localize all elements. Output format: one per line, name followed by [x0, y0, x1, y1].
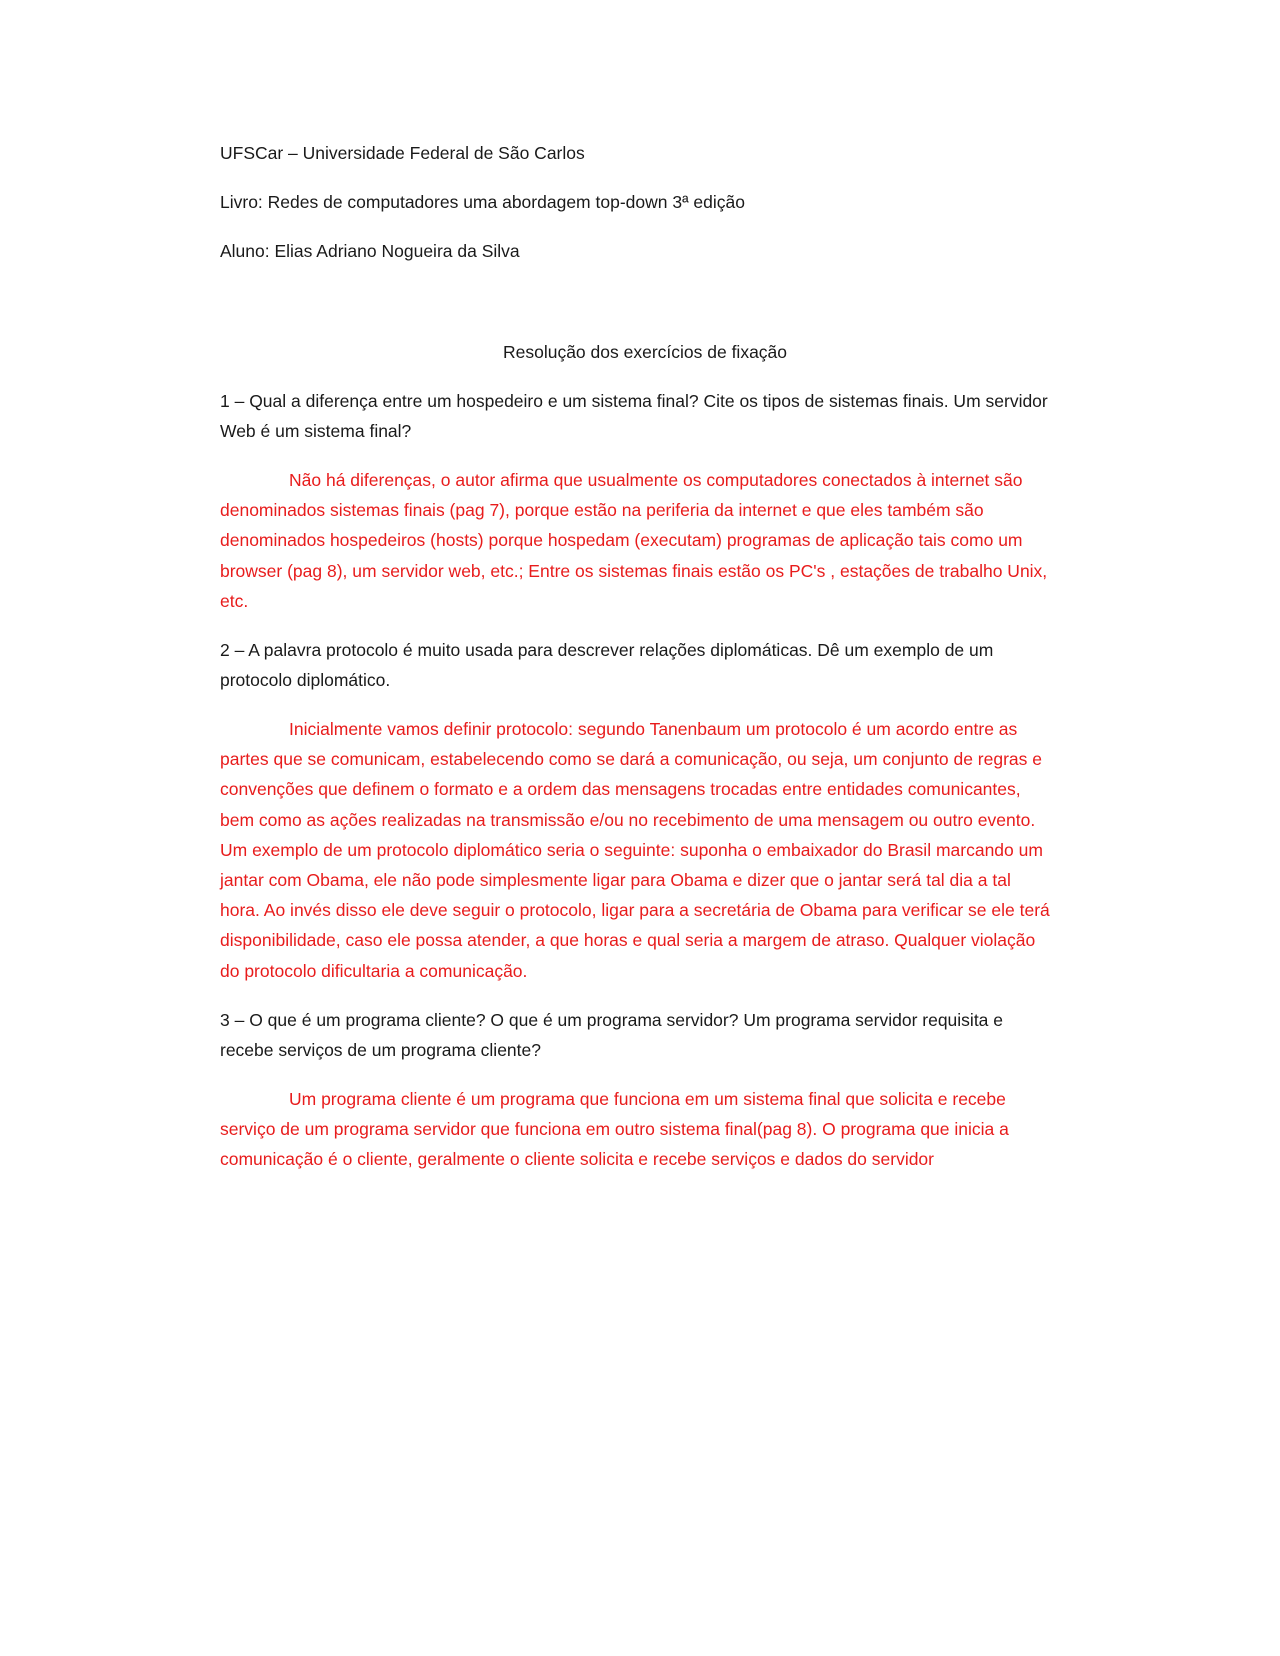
question-1: 1 – Qual a diferença entre um hospedeiro e um sistema final? Cite os tipos de sistemas finais. Um servidor Web é um sistema final?: [220, 391, 1048, 441]
answer-1: Não há diferenças, o autor afirma que usualmente os computadores conectados à internet são denominados sistemas finais (pag 7), porque estão na periferia da internet e que eles também são denominados hospedeiros (hosts) porque hospedam (executam) programas de aplicação tais como um browser (pag 8), um servidor web, etc.; Entre os sistemas finais estão os PC's , estações de trabalho Unix, etc.: [220, 470, 1048, 611]
book-line: Livro: Redes de computadores uma abordagem top-down 3ª edição: [220, 192, 745, 212]
institution-line: UFSCar – Universidade Federal de São Carlos: [220, 143, 585, 163]
answer-2: Inicialmente vamos definir protocolo: segundo Tanenbaum um protocolo é um acordo entre as partes que se comunicam, estabelecendo como se dará a comunicação, ou seja, um conjunto de regras e convenções que definem o formato e a ordem das mensagens trocadas entre entidades comunicantes, bem como as ações realizadas na transmissão e/ou no recebimento de uma mensagem ou outro evento. Um exemplo de um protocolo diplomático seria o seguinte: suponha o embaixador do Brasil marcando um jantar com Obama, ele não pode simplesmente ligar para Obama e dizer que o jantar será tal dia a tal hora. Ao invés disso ele deve seguir o protocolo, ligar para a secretária de Obama para verificar se ele terá disponibilidade, caso ele possa atender, a que horas e qual seria a margem de atraso. Qualquer violação do protocolo dificultaria a comunicação.: [220, 719, 1050, 981]
student-line: Aluno: Elias Adriano Nogueira da Silva: [220, 241, 520, 261]
answer-3: Um programa cliente é um programa que funciona em um sistema final que solicita e recebe serviço de um programa servidor que funciona em outro sistema final(pag 8). O programa que inicia a comunicação é o cliente, geralmente o cliente solicita e recebe serviços e dados do servidor: [220, 1088, 1009, 1170]
question-2: 2 – A palavra protocolo é muito usada para descrever relações diplomáticas. Dê um exemplo de um protocolo diplomático.: [220, 640, 994, 691]
question-3: 3 – O que é um programa cliente? O que é um programa servidor? Um programa servidor requisita e recebe serviços de um programa cliente?: [220, 1009, 1004, 1060]
document-title: Resolução dos exercícios de fixação: [502, 342, 788, 362]
document-content: [220, 138, 1050, 1174]
